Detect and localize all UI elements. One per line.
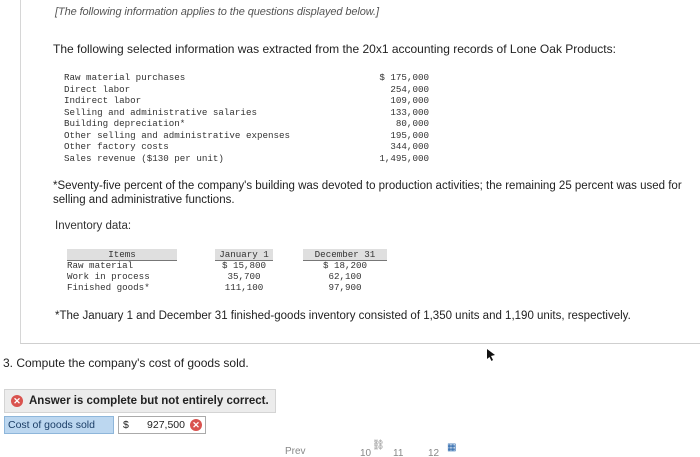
mouse-cursor-icon (485, 348, 497, 362)
inventory-header-row (67, 249, 387, 260)
table-row: Raw material $ 15,800 $ 18,200 (67, 260, 368, 271)
problem-panel (20, 0, 700, 344)
cogs-value: 927,500 (147, 419, 185, 431)
table-row: Finished goods* 111,100 97,900 (67, 282, 362, 293)
incorrect-icon: ✕ (11, 395, 23, 407)
cost-row: Direct labor 254,000 (64, 83, 429, 95)
cost-row: Selling and administrative salaries 133,000 (64, 106, 429, 118)
cost-table (64, 72, 429, 164)
bottom-navigation (0, 438, 700, 457)
cost-row: Building depreciation* 80,000 (64, 118, 429, 129)
cogs-input[interactable] (118, 416, 206, 434)
cogs-label: Cost of goods sold (4, 416, 114, 434)
currency-symbol: $ (123, 419, 129, 431)
cost-row: Sales revenue ($130 per unit) 1,495,000 (64, 152, 429, 164)
inventory-footnote: *The January 1 and December 31 finished-goods inventory consisted of 1,350 units and 1,190 units, respectively. (55, 310, 631, 322)
header-dec: December 31 (314, 249, 376, 260)
cost-row: Other factory costs 344,000 (64, 141, 429, 152)
header-items: Items (108, 249, 136, 260)
answer-status-text: Answer is complete but not entirely correct. (29, 395, 269, 407)
prev-button[interactable]: Prev (285, 446, 306, 457)
link-icon: ⛓ (372, 440, 385, 451)
incorrect-icon: ✕ (190, 419, 202, 431)
page-12[interactable]: 12 (428, 448, 440, 457)
intro-note: [The following information applies to the questions displayed below.] (55, 6, 379, 18)
page-11[interactable]: 11 (393, 448, 404, 457)
building-footnote: *Seventy-five percent of the company's building was devoted to production activities; the remaining 25 percent was used for selling and administrative functions. (53, 180, 682, 206)
grid-icon[interactable]: ▦ (447, 442, 457, 453)
inventory-label: Inventory data: (55, 220, 132, 232)
cost-row: Other selling and administrative expenses 195,000 (64, 129, 429, 141)
answer-row (4, 416, 208, 434)
question-text: 3. Compute the company's cost of goods sold. (3, 356, 249, 370)
inventory-table (67, 249, 387, 293)
page-10[interactable]: 10 (360, 448, 372, 457)
table-row: Work in process 35,700 62,100 (67, 271, 362, 282)
header-jan: January 1 (219, 249, 269, 260)
answer-status-banner (4, 389, 276, 413)
intro-lead: The following selected information was extracted from the 20x1 accounting records of Lone Oak Products: (53, 42, 616, 56)
cost-row: Raw material purchases $ 175,000 (64, 72, 429, 83)
cost-row: Indirect labor 109,000 (64, 95, 429, 106)
